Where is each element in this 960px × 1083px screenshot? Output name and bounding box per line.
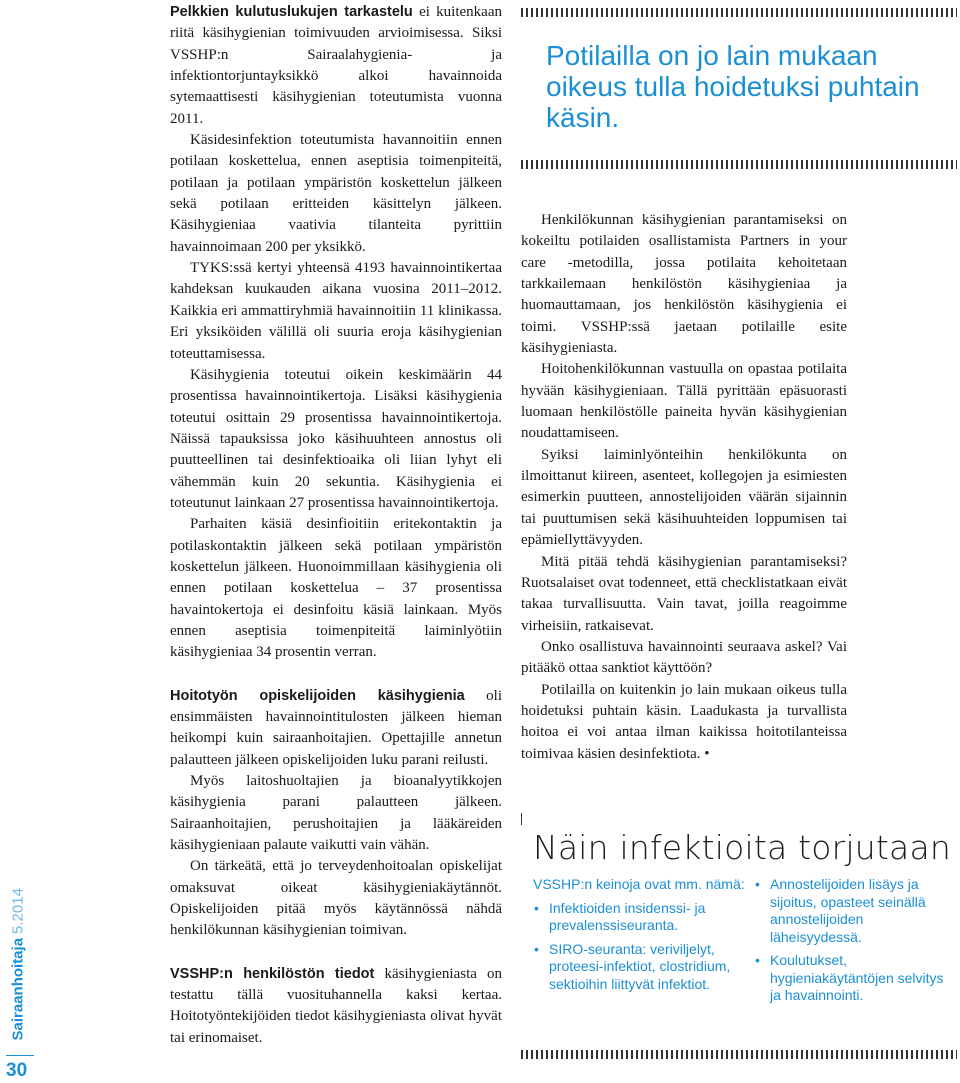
page-number: 30 — [6, 1060, 28, 1081]
paragraph-r5: Onko osallistuva havainnointi seuraava askel? Vai pitääkö ottaa sanktiot käyttöön? — [521, 638, 847, 677]
paragraph-r3: Syiksi laiminlyönteihin henkilökunta on ilmoittanut kiireen, asenteet, kollegojen ja esimiesten esimerkin puutteen, annostelijoiden väärän sijainnin tai puuttumisen sekä käsihuuhteiden loppumisen tai epämiellyttävyyden. — [521, 446, 847, 549]
paragraph-1 — [170, 2, 502, 130]
pullquote: Potilailla on jo lain mukaan oikeus tulla hoidetuksi puhtain käsin. — [546, 40, 920, 133]
paragraph-2: Käsidesinfektion toteutumista havannoitiin ennen potilaan koskettelua, ennen aseptisia toimenpiteitä, potilaan ja potilaan ympäristön koskettelun jälkeen sekä potilaan eritteiden käsittelyn jälkeen. Käsihygieniaa vaativia tilanteita pyrittiin havainnoimaan 200 per yksikkö. — [170, 132, 502, 255]
magazine-issue-vertical — [10, 881, 27, 1041]
issue-number: 5.2014 — [9, 888, 27, 934]
paragraph-7: Myös laitoshuoltajien ja bioanalyytikkojen käsihygienia parani palautteen jälkeen. Sairaanhoitajien, perushoitajien ja lääkäreiden käsihygieniaan palaute vaikutti vain vähän. — [170, 773, 502, 854]
article-right-column — [521, 210, 847, 765]
paragraph-r4: Mitä pitää tehdä käsihygienian parantamiseksi? Ruotsalaiset ovat todenneet, että checklistatkaan eivät takaa turvallisuutta. Vain tavat, joilla reagoimme virheisiin, ratkaisevat. — [521, 553, 847, 634]
list-item: • SIRO-seuranta: veriviljelyt, proteesi-infektiot, clostridium, sektioihin liittyvät infektiot. — [533, 941, 748, 994]
paragraph-9 — [170, 964, 502, 1049]
info-box-column-2 — [754, 876, 954, 1011]
info-box-rule-bottom — [521, 1050, 957, 1059]
article-left-column — [170, 2, 502, 1049]
info-box-list-2 — [754, 876, 954, 1005]
lead-in-heading: Pelkkien kulutuslukujen tarkastelu — [170, 4, 413, 20]
page-number-rule — [6, 1055, 34, 1056]
magazine-side-label — [0, 880, 32, 1050]
paragraph-8: On tärkeätä, että jo terveydenhoitoalan opiskelijat omaksuvat oikeat käsihygieniakäytännöt. Opiskelijoiden pitää myös käytännössä nähdä henkilökunnan käsihygienian toimivan. — [170, 858, 502, 939]
info-box-column-1 — [533, 876, 748, 999]
pullquote-rule-bottom — [521, 160, 957, 169]
paragraph-text: oli ensimmäisten havainnointitulosten jälkeen hieman heikompi kuin sairaanhoitajien. Opettajille annetun palautteen jälkeen opiskelijoiden luku parani reilusti. — [170, 687, 502, 768]
lead-in-heading: VSSHP:n henkilöstön tiedot — [170, 965, 375, 982]
list-item: • Annostelijoiden lisäys ja sijoitus, opasteet seinällä annostelijoiden läheisyydessä. — [754, 876, 954, 946]
paragraph-r1: Henkilökunnan käsihygienian parantamiseksi on kokeiltu potilaiden osallistamista Partners in your care -metodilla, jossa potilaita kehoitetaan tarkkailemaan henkilöstön käsihygieniaa ja huomauttamaan, jos henkilöstön käsihygienia ei toimi. VSSHP:ssä jaetaan potilaille esite käsihygieniasta. — [521, 212, 847, 357]
paragraph-r2: Hoitohenkilökunnan vastuulla on opastaa potilaita hyvään käsihygieniaan. Tällä pyrittään epäsuorasti luomaan henkilöstölle paineita hyvän käsihygienian noudattamiseen. — [521, 361, 847, 442]
lead-in-heading: Hoitotyön opiskelijoiden käsihygienia — [170, 687, 465, 704]
paragraph-text: ei kuitenkaan riitä käsihygienian toimivuuden arvioimisessa. Siksi VSSHP:n Sairaalahygienia- ja infektiontorjuntayksikkö alkoi havainnoida sytemaattisesti käsihygienian toteutumista vuonna 2011. — [170, 4, 502, 127]
info-box-title: Näin infektioita torjutaan — [533, 828, 951, 867]
paragraph-3: TYKS:ssä kertyi yhteensä 4193 havainnointikertaa kahdeksan kuukauden aikana vuosina 2011–2012. Kaikkia eri ammattiryhmiä havainnoitiin 11 klinikassa. Eri yksiköiden välillä oli suuria eroja käsihygienian toteuttamisessa. — [170, 260, 502, 362]
paragraph-5: Parhaiten käsiä desinfioitiin eritekontaktin ja potilaskontaktin jälkeen sekä potilaan ympäristön koskettelun jälkeen. Huonoimmillaan käsihygienia oli ennen potilaan koskettelua – 37 prosentissa havaintokertoja ei desinfoitu käsiä lainkaan. Myös ennen aseptisia toimenpiteitä laiminlyötiin käsihygieniaa 34 prosentin verran. — [170, 516, 502, 661]
paragraph-4: Käsihygienia toteutui oikein keskimäärin 44 prosentissa havainnointikertoja. Lisäksi käsihygienia toteutui osittain 29 prosentissa havainnointikertoja. Näissä tapauksissa joko käsihuuhteen annostus oli puutteellinen tai desinfektioaika oli liian lyhyt eli vähemmän kuin 20 sekuntia. Käsihygienia ei toteutunut lainkaan 27 prosentissa havainnointikertoja. — [170, 366, 502, 511]
end-of-article-mark: • — [700, 745, 710, 762]
paragraph-r6 — [521, 680, 847, 765]
magazine-name: Sairaanhoitaja — [9, 937, 27, 1041]
info-box-intro: VSSHP:n keinoja ovat mm. nämä: — [533, 876, 745, 892]
info-box-corner — [521, 813, 522, 825]
paragraph-6 — [170, 686, 502, 771]
list-item: • Infektioiden insidenssi- ja prevalenssiseuranta. — [533, 900, 748, 935]
pullquote-rule-top — [521, 8, 957, 17]
paragraph-text: Potilailla on kuitenkin jo lain mukaan oikeus tulla hoidetuksi puhtain käsin. Laadukasta ja turvallista hoitoa ei voi antaa ilman kaikissa hoitotilanteissa toimivaa käsien desinfektiota. — [521, 681, 847, 762]
list-item: • Koulutukset, hygieniakäytäntöjen selvitys ja havainnointi. — [754, 952, 954, 1005]
info-box-list-1 — [533, 900, 748, 994]
paragraph-text: käsihygieniasta on testattu tällä vuosituhannella kaksi kertaa. Hoitotyöntekijöiden tiedot käsihygieniasta olivat hyvät tai erinomaiset. — [170, 965, 502, 1046]
